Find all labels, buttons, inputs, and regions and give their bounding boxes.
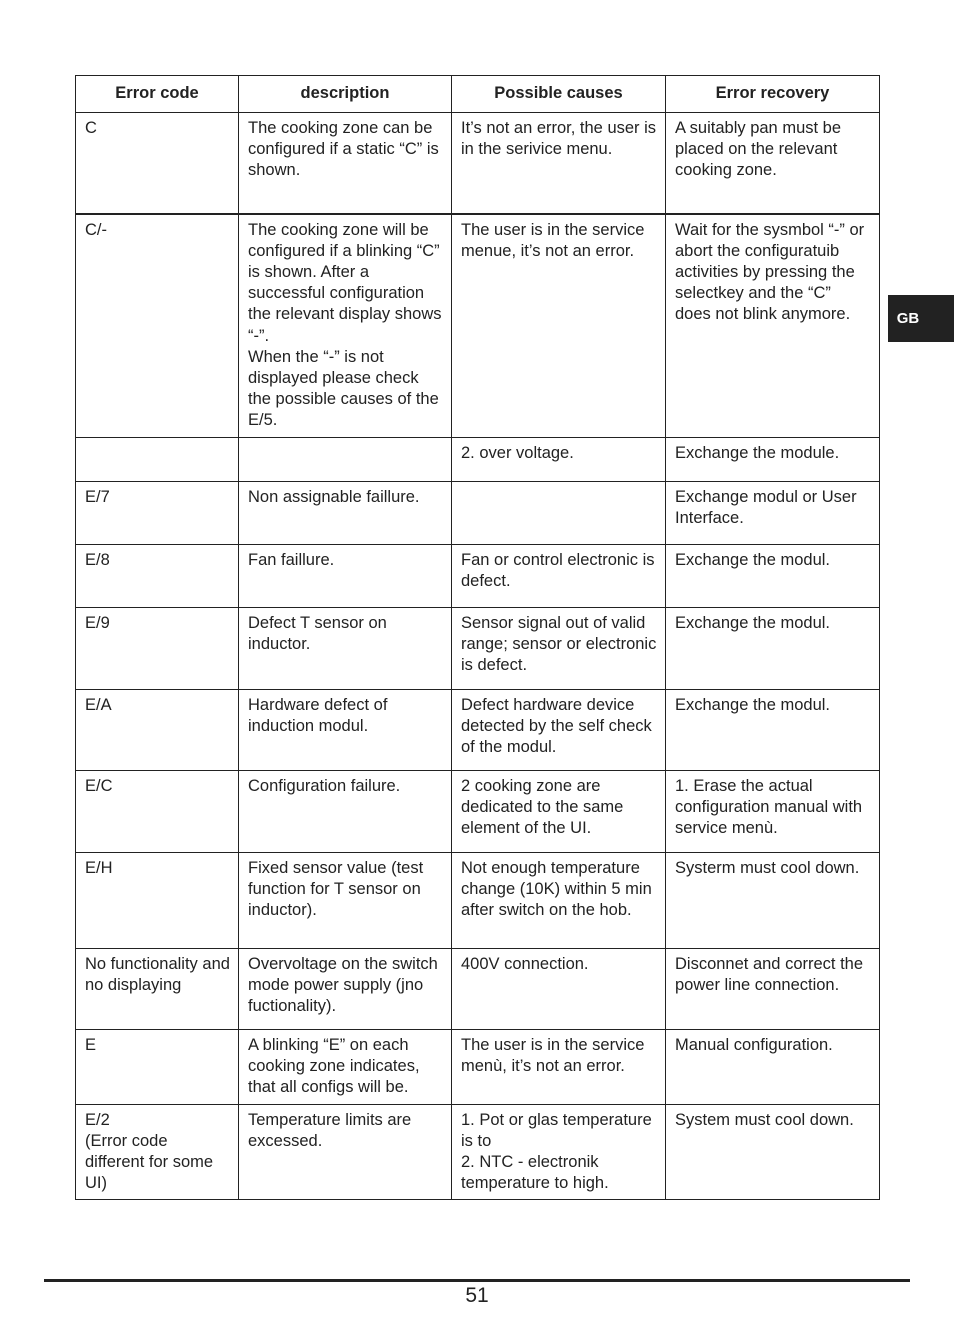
- cell-possible-causes: The user is in the service menù, it’s not an error.: [452, 1029, 666, 1104]
- table-row: [76, 1104, 880, 1200]
- cell-description: Overvoltage on the switch mode power supply (jno fuctionality).: [239, 948, 452, 1029]
- cell-error-code: E/8: [76, 544, 239, 607]
- cell-error-code: E/H: [76, 852, 239, 948]
- table-row: [76, 770, 880, 852]
- cell-description: Configuration failure.: [239, 770, 452, 852]
- header-error-code: Error code: [76, 76, 239, 113]
- cell-possible-causes: The user is in the service menue, it’s not an error.: [452, 214, 666, 438]
- cell-description: Fan faillure.: [239, 544, 452, 607]
- cell-description: Fixed sensor value (test function for T sensor on inductor).: [239, 852, 452, 948]
- header-error-recovery: Error recovery: [666, 76, 880, 113]
- table-row: [76, 948, 880, 1029]
- cell-error-recovery: Disconnet and correct the power line connection.: [666, 948, 880, 1029]
- cell-error-code: E/9: [76, 607, 239, 689]
- language-tab-gb: GB: [888, 295, 954, 342]
- cell-error-recovery: Manual configuration.: [666, 1029, 880, 1104]
- cell-error-code: [76, 437, 239, 481]
- table-row: [76, 481, 880, 544]
- cell-description: The cooking zone can be configured if a static “C” is shown.: [239, 113, 452, 214]
- cell-description: Temperature limits are excessed.: [239, 1104, 452, 1200]
- table-row: [76, 852, 880, 948]
- cell-error-recovery: Wait for the sysmbol “-” or abort the configuratuib activities by pressing the selectkey and the “C” does not blink anymore.: [666, 214, 880, 438]
- table-row: [76, 1029, 880, 1104]
- cell-error-code: E/7: [76, 481, 239, 544]
- cell-description: [239, 437, 452, 481]
- cell-error-code: E/C: [76, 770, 239, 852]
- cell-error-recovery: Systerm must cool down.: [666, 852, 880, 948]
- table-row: [76, 214, 880, 438]
- cell-error-code: E/2 (Error code different for some UI): [76, 1104, 239, 1200]
- cell-error-code: C: [76, 113, 239, 214]
- cell-possible-causes: Defect hardware device detected by the self check of the modul.: [452, 689, 666, 770]
- cell-possible-causes: 400V connection.: [452, 948, 666, 1029]
- table-header-row: [76, 76, 880, 113]
- cell-possible-causes: 2. over voltage.: [452, 437, 666, 481]
- header-description: description: [239, 76, 452, 113]
- cell-error-code: E: [76, 1029, 239, 1104]
- cell-possible-causes: [452, 481, 666, 544]
- cell-description: The cooking zone will be configured if a blinking “C” is shown. After a successful configuration the relevant display shows “-”. When the “-” is not displayed please check the possible causes of the E/5.: [239, 214, 452, 438]
- header-possible-causes: Possible causes: [452, 76, 666, 113]
- cell-error-code: E/A: [76, 689, 239, 770]
- cell-error-recovery: Exchange the module.: [666, 437, 880, 481]
- cell-possible-causes: It’s not an error, the user is in the serivice menu.: [452, 113, 666, 214]
- table-row: [76, 113, 880, 214]
- cell-possible-causes: Fan or control electronic is defect.: [452, 544, 666, 607]
- cell-error-recovery: System must cool down.: [666, 1104, 880, 1200]
- cell-possible-causes: 2 cooking zone are dedicated to the same element of the UI.: [452, 770, 666, 852]
- table-row: [76, 607, 880, 689]
- cell-error-recovery: A suitably pan must be placed on the relevant cooking zone.: [666, 113, 880, 214]
- cell-error-recovery: Exchange modul or User Interface.: [666, 481, 880, 544]
- cell-possible-causes: 1. Pot or glas temperature is to 2. NTC - electronik temperature to high.: [452, 1104, 666, 1200]
- cell-error-code: No functionality and no displaying: [76, 948, 239, 1029]
- cell-description: A blinking “E” on each cooking zone indicates, that all configs will be.: [239, 1029, 452, 1104]
- cell-possible-causes: Not enough temperature change (10K) within 5 min after switch on the hob.: [452, 852, 666, 948]
- table-row: [76, 689, 880, 770]
- page-number: 51: [465, 1284, 489, 1307]
- table-row: [76, 437, 880, 481]
- cell-error-recovery: 1. Erase the actual configuration manual with service menù.: [666, 770, 880, 852]
- cell-error-recovery: Exchange the modul.: [666, 689, 880, 770]
- cell-description: Defect T sensor on inductor.: [239, 607, 452, 689]
- cell-description: Hardware defect of induction modul.: [239, 689, 452, 770]
- footer-divider: [44, 1279, 910, 1282]
- cell-error-recovery: Exchange the modul.: [666, 544, 880, 607]
- cell-description: Non assignable faillure.: [239, 481, 452, 544]
- cell-error-code: C/-: [76, 214, 239, 438]
- cell-possible-causes: Sensor signal out of valid range; sensor or electronic is defect.: [452, 607, 666, 689]
- error-code-table: [75, 75, 880, 1200]
- cell-error-recovery: Exchange the modul.: [666, 607, 880, 689]
- table-row: [76, 544, 880, 607]
